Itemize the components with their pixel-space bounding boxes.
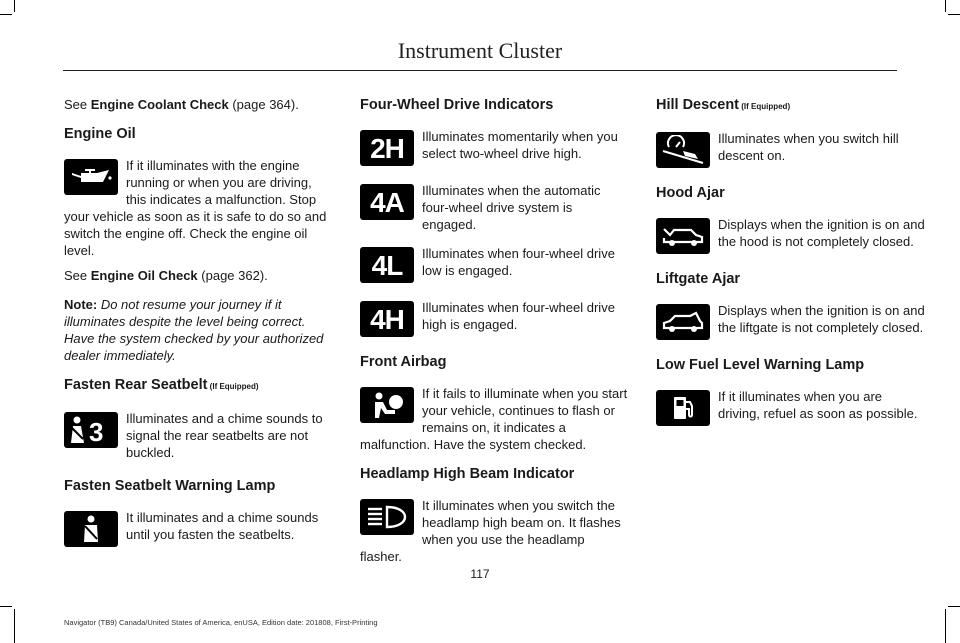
- four-wheel-drive-heading: Four-Wheel Drive Indicators: [360, 97, 554, 113]
- 2h-icon: 2H: [360, 130, 414, 166]
- seatbelt-icon: [64, 511, 118, 547]
- coolant-reference: See Engine Coolant Check (page 364).: [64, 97, 299, 112]
- low-fuel-entry: If it illuminates when you are driving, refuel as soon as possible.: [656, 388, 926, 430]
- liftgate-ajar-entry: Displays when the ignition is on and the liftgate is not completely closed.: [656, 302, 926, 344]
- rear-seatbelt-entry: 3 Illuminates and a chime sounds to signal the rear seatbelts are not buckled.: [64, 410, 334, 461]
- column-2: [360, 96, 630, 581]
- page-title: Instrument Cluster: [397, 38, 563, 63]
- crop-mark: [945, 0, 946, 12]
- fwd-4h-entry: 4H Illuminates when four-wheel drive high is engaged.: [360, 299, 630, 341]
- hill-descent-heading: Hill Descent (If Equipped): [656, 97, 791, 113]
- hill-descent-entry: Illuminates when you switch hill descent on.: [656, 130, 926, 172]
- engine-oil-heading: Engine Oil: [64, 126, 136, 142]
- coolant-link[interactable]: Engine Coolant Check: [90, 97, 229, 112]
- seatbelt-heading: Fasten Seatbelt Warning Lamp: [64, 478, 276, 494]
- low-fuel-heading: Low Fuel Level Warning Lamp: [656, 357, 865, 373]
- fwd-4a-entry: 4A Illuminates when the automatic four-wheel drive system is engaged.: [360, 182, 630, 233]
- crop-mark: [948, 606, 960, 607]
- high-beam-icon: [360, 499, 414, 535]
- fwd-2h-entry: 2H Illuminates momentarily when you select two-wheel drive high.: [360, 128, 630, 170]
- column-1: [64, 96, 334, 567]
- fwd-4l-entry: 4L Illuminates when four-wheel drive low is engaged.: [360, 245, 630, 287]
- seatbelt-entry: It illuminates and a chime sounds until you fasten the seatbelts.: [64, 509, 334, 551]
- svg-text:3: 3: [89, 417, 104, 445]
- liftgate-ajar-heading: Liftgate Ajar: [656, 271, 741, 287]
- front-airbag-entry: If it fails to illuminate when you start your vehicle, continues to flash or remains on, it indicates a malfunction. Have the system checked.: [360, 386, 628, 452]
- hood-ajar-icon: [656, 218, 710, 254]
- high-beam-heading: Headlamp High Beam Indicator: [360, 466, 575, 482]
- airbag-icon: [360, 387, 414, 423]
- crop-mark: [0, 606, 12, 607]
- hill-descent-icon: [656, 132, 710, 168]
- liftgate-ajar-icon: [656, 304, 710, 340]
- 4a-icon: 4A: [360, 184, 414, 220]
- 4l-icon: 4L: [360, 247, 414, 283]
- crop-mark: [0, 14, 12, 15]
- column-3: [656, 96, 926, 446]
- hood-ajar-entry: Displays when the ignition is on and the hood is not completely closed.: [656, 216, 926, 258]
- high-beam-entry: It illuminates when you switch the headlamp high beam on. It flashes when you use the headlamp flasher.: [360, 498, 621, 564]
- oil-check-reference: See Engine Oil Check (page 362).: [64, 268, 268, 283]
- crop-mark: [948, 14, 960, 15]
- front-airbag-heading: Front Airbag: [360, 354, 447, 370]
- page-number: 117: [470, 567, 490, 581]
- rear-seatbelt-heading: Fasten Rear Seatbelt (If Equipped): [64, 377, 259, 393]
- crop-mark: [945, 609, 946, 643]
- header-rule: [63, 70, 897, 71]
- rear-seatbelt-3-icon: [64, 412, 118, 448]
- crop-mark: [14, 0, 15, 12]
- 4h-icon: 4H: [360, 301, 414, 337]
- note: Note: Do not resume your journey if it illuminates despite the level being correct. Have the system checked by your authorized dealer immediately.: [64, 297, 324, 363]
- oil-check-link[interactable]: Engine Oil Check: [90, 268, 198, 283]
- crop-mark: [14, 609, 15, 643]
- engine-oil-entry: If it illuminates with the engine running or when you are driving, this indicates a malfunction. Stop your vehicle as soon as it is safe to do so and switch the engine off. Check the engine oil level.: [64, 158, 327, 258]
- oil-can-icon: [64, 159, 118, 195]
- hood-ajar-heading: Hood Ajar: [656, 185, 725, 201]
- fuel-pump-icon: [656, 390, 710, 426]
- footer-text: Navigator (TB9) Canada/United States of America, enUSA, Edition date: 201808, First-Printing: [64, 618, 378, 627]
